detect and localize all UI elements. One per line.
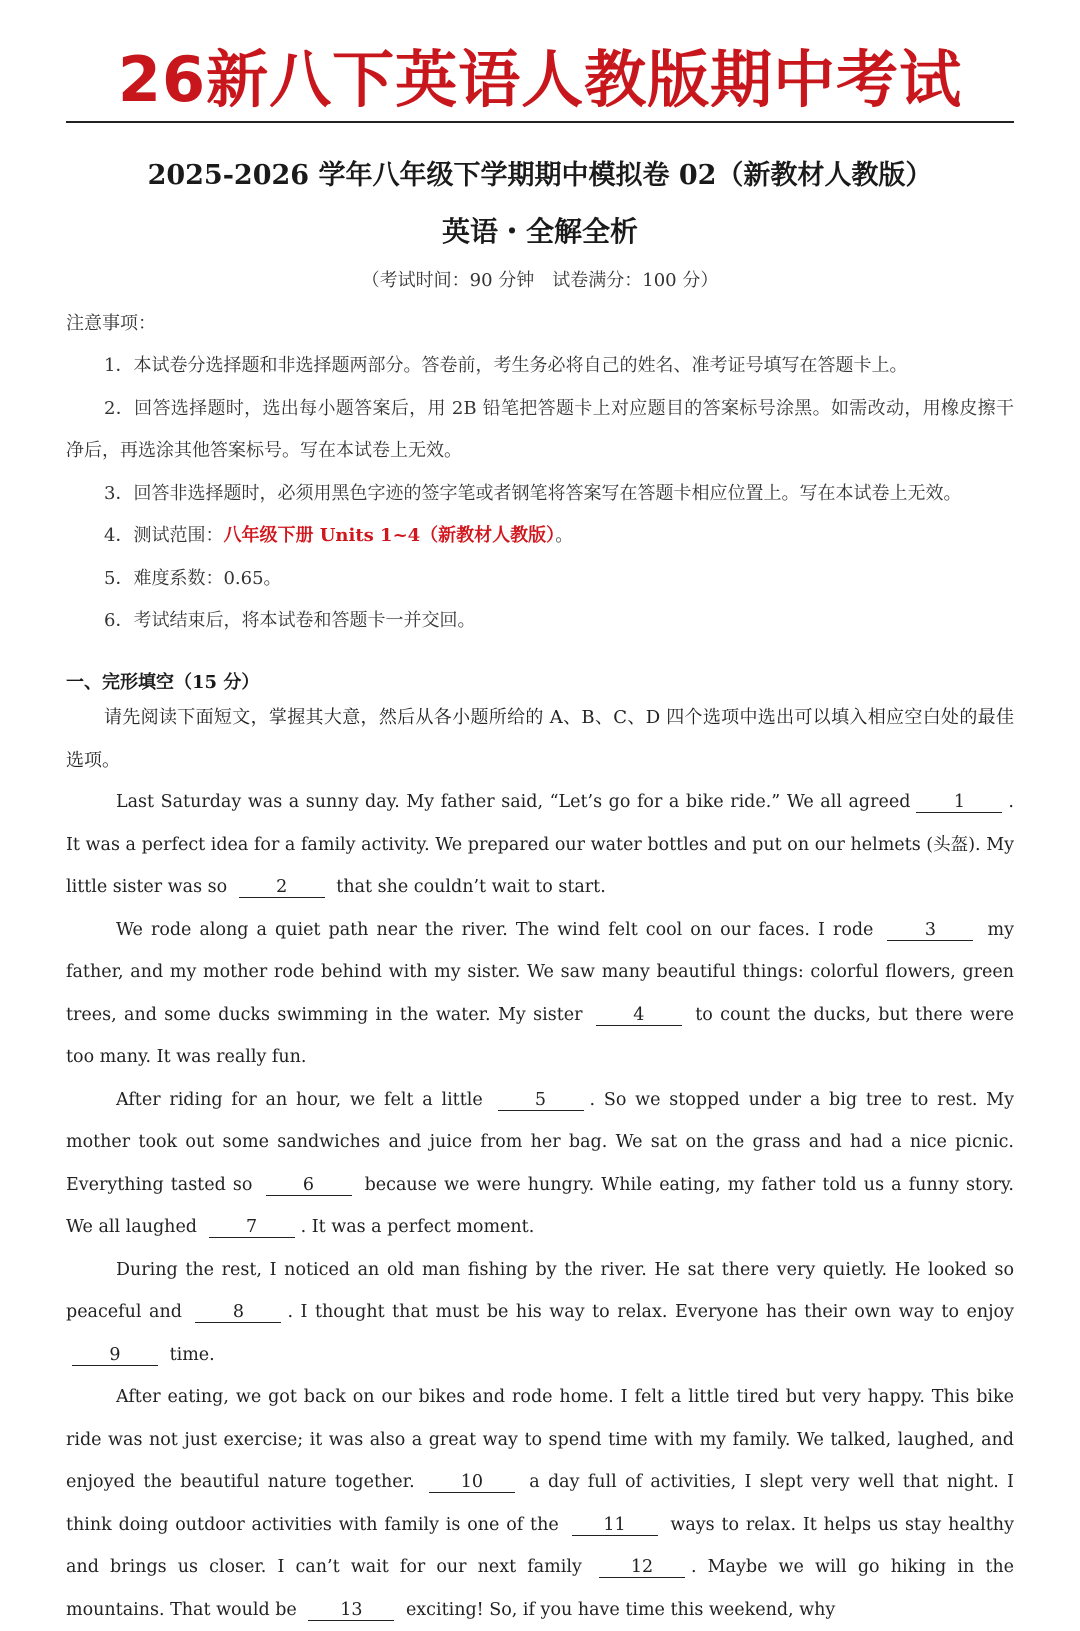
passage-text: because we were hungry. While eating, my father told us a funny story. We all laughed [66, 1174, 1014, 1237]
passage-text: that she couldn’t wait to start. [336, 877, 606, 897]
passage-text: ways to relax. It helps us stay healthy and brings us closer. I can’t wait for our next family [66, 1514, 1014, 1577]
blank-3: 3 [887, 920, 973, 941]
note-text: 4．测试范围： [104, 525, 224, 546]
blank-13: 13 [308, 1600, 394, 1621]
blank-5: 5 [498, 1090, 584, 1111]
passage-text: exciting! So, if you have time this weekend, why [405, 1599, 836, 1620]
passage-paragraph [66, 1376, 1014, 1631]
blank-11: 11 [572, 1515, 658, 1536]
passage-text: . It was a perfect idea for a family activity. We prepared our water bottles and put on our helmets (头盔). My little sister was so [66, 792, 1014, 897]
passage-text: time. [169, 1344, 215, 1365]
exam-meta: （考试时间：90 分钟 试卷满分：100 分） [361, 270, 719, 291]
passage-text: . Maybe we will go hiking in the mountains. That would be [66, 1557, 1014, 1620]
document-subtitle: 英语・全解全析 [441, 215, 638, 248]
passage-paragraph [66, 1079, 1014, 1249]
test-scope-highlight: 八年级下册 Units 1~4（新教材人教版） [223, 525, 556, 546]
document-title: 2025-2026 学年八年级下学期期中模拟卷 02（新教材人教版） [147, 160, 933, 191]
notes-list [66, 345, 1014, 643]
passage-text: . It was a perfect moment. [300, 1217, 535, 1237]
passage-text: . I thought that must be his way to relax. Everyone has their own way to enjoy [287, 1302, 1014, 1322]
blank-1: 1 [916, 792, 1002, 813]
note-item: 3．回答非选择题时，必须用黑色字迹的签字笔或者钢笔将答案写在答题卡相应位置上。写在本试卷上无效。 [104, 482, 962, 504]
blank-10: 10 [429, 1472, 515, 1493]
blank-12: 12 [599, 1557, 685, 1578]
passage-text: my father, and my mother rode behind with my sister. We saw many beautiful things: colorful flowers, green trees, and some ducks swimming in the water. My sister [66, 919, 1014, 1025]
passage-text: After eating, we got back on our bikes and rode home. I felt a little tired but very happy. This bike ride was not just exercise; it was also a great way to spend time with my family. We talked, laughed, and enjoyed the beautiful nature together. [66, 1387, 1014, 1492]
passage-text: We rode along a quiet path near the river. The wind felt cool on our faces. I rode [116, 919, 874, 940]
passage-text: a day full of activities, I slept very well that night. I think doing outdoor activities with family is one of the [66, 1472, 1014, 1535]
passage-paragraph [66, 781, 1014, 909]
cloze-passage [66, 781, 1014, 1631]
blank-4: 4 [596, 1005, 682, 1026]
note-text: 。 [555, 525, 574, 546]
blank-2: 2 [239, 877, 325, 898]
blank-9: 9 [72, 1345, 158, 1366]
passage-paragraph [66, 1249, 1014, 1377]
note-item [66, 515, 1014, 558]
passage-text: Last Saturday was a sunny day. My father said, “Let’s go for a bike ride.” We all agreed [116, 792, 911, 812]
blank-8: 8 [195, 1302, 281, 1323]
note-item: 5．难度系数：0.65。 [104, 567, 282, 589]
blank-6: 6 [266, 1175, 352, 1196]
blank-7: 7 [209, 1217, 295, 1238]
header-divider [66, 121, 1014, 123]
passage-text: After riding for an hour, we felt a little [116, 1089, 483, 1110]
note-item: 1．本试卷分选择题和非选择题两部分。答卷前，考生务必将自己的姓名、准考证号填写在答题卡上。 [104, 355, 908, 376]
section-intro: 请先阅读下面短文，掌握其大意，然后从各小题所给的 A、B、C、D 四个选项中选出可以填入相应空白处的最佳选项。 [66, 707, 1014, 771]
note-item: 2．回答选择题时，选出每小题答案后，用 2B 铅笔把答题卡上对应题目的答案标号涂黑。如需改动，用橡皮擦干净后，再选涂其他答案标号。写在本试卷上无效。 [66, 397, 1014, 461]
passage-text: to count the ducks, but there were too many. It was really fun. [66, 1004, 1014, 1067]
note-item: 6．考试结束后，将本试卷和答题卡一并交回。 [104, 610, 476, 631]
passage-text: . So we stopped under a big tree to rest. My mother took out some sandwiches and juice from her bag. We sat on the grass and had a nice picnic. Everything tasted so [66, 1089, 1014, 1195]
passage-text: During the rest, I noticed an old man fishing by the river. He sat there very quietly. He looked so peaceful and [66, 1259, 1014, 1322]
section-heading: 一、完形填空（15 分） [66, 672, 260, 693]
passage-paragraph [66, 909, 1014, 1079]
banner-title: 26新八下英语人教版期中考试 [117, 43, 963, 116]
notes-heading: 注意事项： [66, 313, 156, 334]
